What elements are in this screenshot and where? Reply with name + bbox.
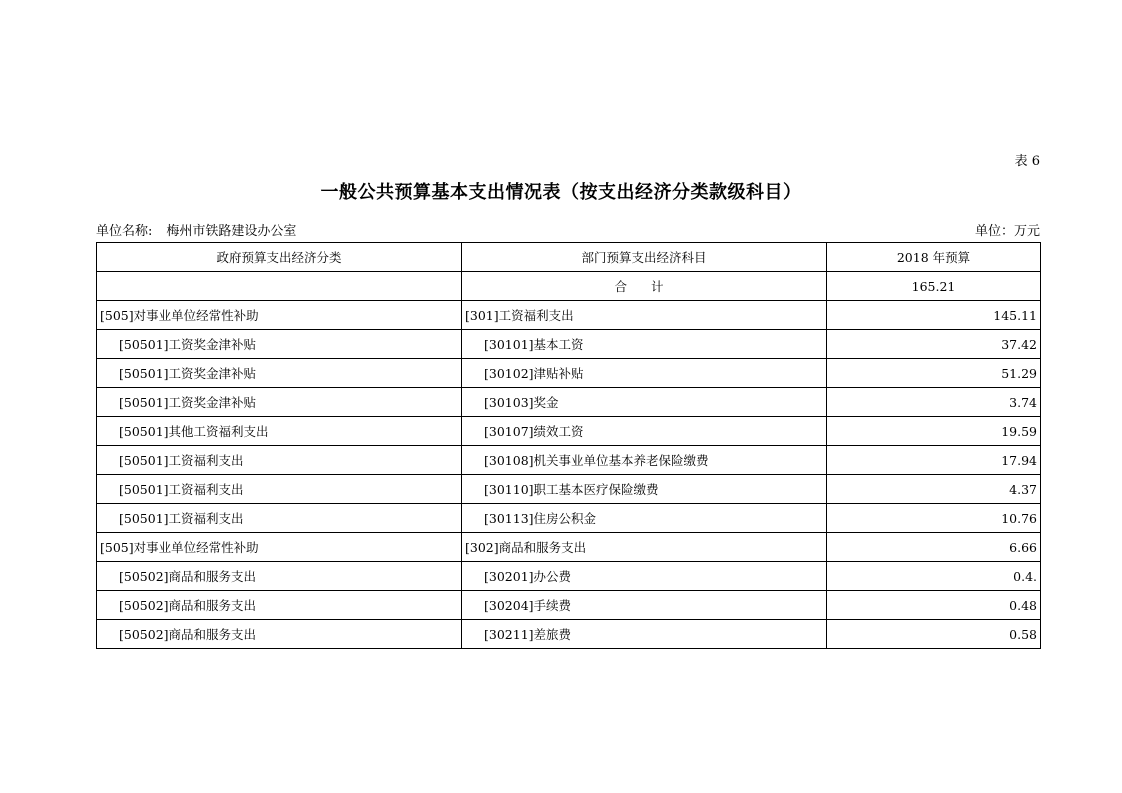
header-gov-classification: 政府预算支出经济分类: [97, 243, 462, 272]
table-row: [97, 562, 1041, 591]
budget-value-cell: 0.48: [827, 591, 1041, 620]
gov-classification-cell: [505]对事业单位经常性补助: [97, 301, 462, 330]
table-row: [97, 446, 1041, 475]
budget-value-cell: 37.42: [827, 330, 1041, 359]
dept-subject-cell: [30110]职工基本医疗保险缴费: [462, 475, 827, 504]
total-row: [97, 272, 1041, 301]
unit-name-value: 梅州市铁路建设办公室: [166, 224, 297, 239]
table-row: [97, 475, 1041, 504]
table-row: [97, 620, 1041, 649]
unit-name-line: [96, 220, 296, 239]
budget-value-cell: 51.29: [827, 359, 1041, 388]
dept-subject-cell: [30107]绩效工资: [462, 417, 827, 446]
total-label-text: 合 计: [614, 279, 674, 294]
gov-classification-cell: [50501]其他工资福利支出: [97, 417, 462, 446]
table-row: [97, 417, 1041, 446]
header-budget-2018: 2018 年预算: [827, 243, 1041, 272]
gov-classification-cell: [50501]工资奖金津补贴: [97, 330, 462, 359]
budget-value-cell: 19.59: [827, 417, 1041, 446]
table-row: [97, 591, 1041, 620]
table-number: 表 6: [1014, 154, 1040, 169]
table-row: [97, 533, 1041, 562]
gov-classification-cell: [50501]工资福利支出: [97, 475, 462, 504]
dept-subject-cell: [30204]手续费: [462, 591, 827, 620]
dept-subject-cell: [30201]办公费: [462, 562, 827, 591]
budget-value-cell: 10.76: [827, 504, 1041, 533]
dept-subject-cell: [30113]住房公积金: [462, 504, 827, 533]
gov-classification-cell: [50502]商品和服务支出: [97, 562, 462, 591]
gov-classification-cell: [50501]工资奖金津补贴: [97, 388, 462, 417]
currency-unit: 单位：万元: [974, 224, 1040, 239]
budget-value-cell: 3.74: [827, 388, 1041, 417]
table-row: [97, 388, 1041, 417]
dept-subject-cell: [30211]差旅费: [462, 620, 827, 649]
budget-table: [96, 242, 1041, 649]
gov-classification-cell: [50502]商品和服务支出: [97, 620, 462, 649]
gov-classification-cell: [50501]工资奖金津补贴: [97, 359, 462, 388]
budget-value-cell: 4.37: [827, 475, 1041, 504]
budget-value-cell: 17.94: [827, 446, 1041, 475]
table-header-row: [97, 243, 1041, 272]
budget-value-cell: 145.11: [827, 301, 1041, 330]
dept-subject-cell: [301]工资福利支出: [462, 301, 827, 330]
budget-value-cell: 0.58: [827, 620, 1041, 649]
unit-name-label: 单位名称:: [96, 224, 153, 239]
dept-subject-cell: [30102]津贴补贴: [462, 359, 827, 388]
header-dept-subject: 部门预算支出经济科目: [462, 243, 827, 272]
dept-subject-cell: [302]商品和服务支出: [462, 533, 827, 562]
dept-subject-cell: [30108]机关事业单位基本养老保险缴费: [462, 446, 827, 475]
table-row: [97, 504, 1041, 533]
total-empty-cell: [97, 272, 462, 301]
total-value: 165.21: [827, 272, 1041, 301]
table-row: [97, 330, 1041, 359]
budget-value-cell: 0.4.: [827, 562, 1041, 591]
dept-subject-cell: [30103]奖金: [462, 388, 827, 417]
dept-subject-cell: [30101]基本工资: [462, 330, 827, 359]
gov-classification-cell: [50501]工资福利支出: [97, 504, 462, 533]
table-row: [97, 301, 1041, 330]
table-row: [97, 359, 1041, 388]
gov-classification-cell: [505]对事业单位经常性补助: [97, 533, 462, 562]
gov-classification-cell: [50502]商品和服务支出: [97, 591, 462, 620]
gov-classification-cell: [50501]工资福利支出: [97, 446, 462, 475]
budget-value-cell: 6.66: [827, 533, 1041, 562]
page-title: 一般公共预算基本支出情况表（按支出经济分类款级科目）: [320, 182, 802, 203]
total-label: [462, 272, 827, 301]
